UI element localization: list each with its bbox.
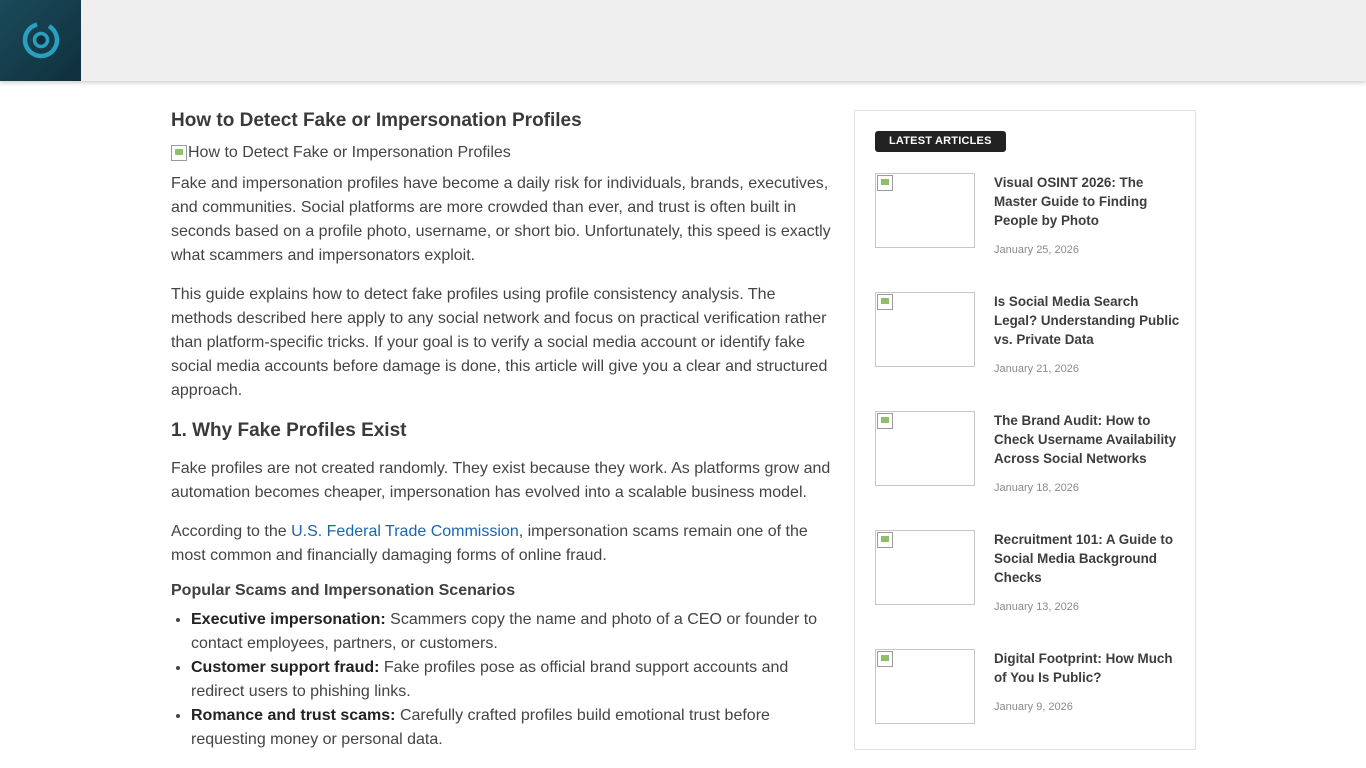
post-title-link[interactable]: The Brand Audit: How to Check Username Availability Across Social Networks [994, 413, 1177, 466]
article-hero-image [171, 142, 836, 164]
post-title-link[interactable]: Is Social Media Search Legal? Understanding Public vs. Private Data [994, 294, 1180, 347]
post-thumbnail[interactable] [875, 649, 975, 724]
post-date: January 13, 2026 [994, 601, 1080, 613]
subheading-popular-scams: Popular Scams and Impersonation Scenarios [171, 582, 516, 599]
list-item-text: Fake profiles pose as official brand support accounts and redirect users to phishing links. [191, 659, 789, 700]
post-thumbnail[interactable] [875, 292, 975, 367]
ftc-text-after: , impersonation scams remain one of the most common and financially damaging forms of online fraud. [171, 523, 808, 564]
broken-image-icon [877, 294, 893, 310]
article-title: How to Detect Fake or Impersonation Profiles [171, 110, 582, 131]
list-item [191, 656, 836, 704]
post-date: January 25, 2026 [994, 244, 1080, 256]
post-date: January 18, 2026 [994, 482, 1080, 494]
ftc-text-before: According to the [171, 523, 292, 540]
article-content [171, 106, 836, 752]
list-item-text: Scammers copy the name and photo of a CEO or founder to contact employees, partners, or customers. [191, 611, 818, 652]
section1-paragraph-2 [171, 520, 836, 568]
post-title-link[interactable]: Recruitment 101: A Guide to Social Media Background Checks [994, 532, 1174, 585]
hero-image-alt-text: How to Detect Fake or Impersonation Profiles [188, 144, 511, 161]
section1-paragraph-1: Fake profiles are not created randomly. They exist because they work. As platforms grow and automation becomes cheaper, impersonation has evolved into a scalable business model. [171, 460, 831, 501]
post-date: January 21, 2026 [994, 363, 1080, 375]
post-title-link[interactable]: Visual OSINT 2026: The Master Guide to Finding People by Photo [994, 175, 1148, 228]
post-thumbnail[interactable] [875, 411, 975, 486]
post-date: January 9, 2026 [994, 701, 1073, 713]
site-logo[interactable] [0, 0, 81, 81]
intro-paragraph-2: This guide explains how to detect fake profiles using profile consistency analysis. The methods described here apply to any social network and focus on practical verification rather than platform-specific tricks. If your goal is to verify a social media account or identify fake social media accounts before damage is done, this article will give you a clear and structured approach. [171, 286, 828, 399]
post-thumbnail[interactable] [875, 173, 975, 248]
list-item-term: Customer support fraud: [191, 659, 380, 676]
lens-logo-icon [19, 19, 63, 63]
post-thumbnail[interactable] [875, 530, 975, 605]
broken-image-icon [877, 413, 893, 429]
section-heading-why-fake-profiles: 1. Why Fake Profiles Exist [171, 420, 407, 441]
broken-image-icon [877, 651, 893, 667]
latest-articles-badge: LATEST ARTICLES [875, 131, 1006, 152]
list-item-text: Carefully crafted profiles build emotional trust before requesting money or personal data. [191, 707, 770, 748]
scam-scenarios-list [171, 608, 836, 752]
broken-image-icon [877, 175, 893, 191]
list-item [191, 704, 836, 752]
ftc-link[interactable]: U.S. Federal Trade Commission [291, 523, 519, 540]
intro-paragraph-1: Fake and impersonation profiles have become a daily risk for individuals, brands, executives, and communities. Social platforms are more crowded than ever, and trust is often built in seconds based on a profile photo, username, or short bio. Unfortunately, this speed is exactly what scammers and impersonators exploit. [171, 175, 831, 264]
top-header [0, 0, 1366, 81]
list-item [191, 608, 836, 656]
latest-articles-sidebar [854, 110, 1196, 750]
list-item-term: Executive impersonation: [191, 611, 386, 628]
list-item-term: Romance and trust scams: [191, 707, 396, 724]
broken-image-icon [171, 145, 187, 161]
broken-image-icon [877, 532, 893, 548]
post-title-link[interactable]: Digital Footprint: How Much of You Is Public? [994, 651, 1173, 685]
